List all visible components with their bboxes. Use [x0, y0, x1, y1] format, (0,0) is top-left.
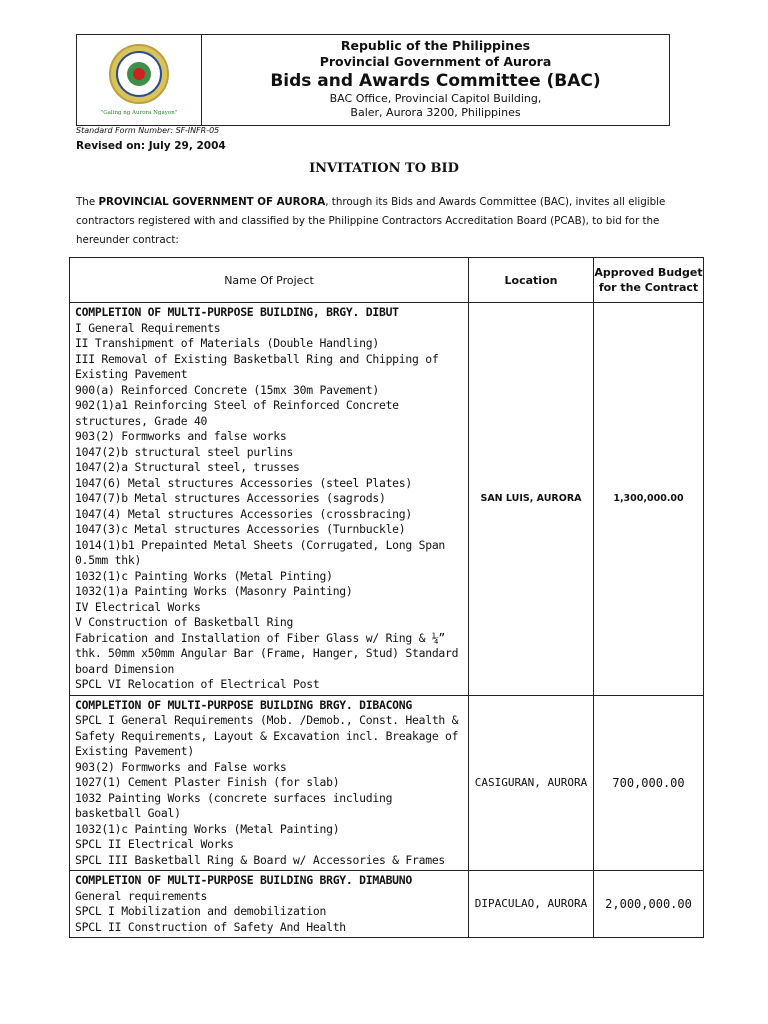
project-title: COMPLETION OF MULTI-PURPOSE BUILDING, BRGY. DIBUT: [75, 305, 399, 319]
committee-name: Bids and Awards Committee (BAC): [270, 71, 601, 91]
project-items: I General Requirements II Transhipment of Materials (Double Handling) III Removal of Existing Basketball Ring and Chipping of Existing Pavement 900(a) Reinforced Concrete (15mx 30m Pavement) 902(1)a1 Reinforcing Steel of Reinforced Concrete structures, Grade 40 903(2) Formworks and false works 1047(2)b structural steel purlins 1047(2)a Structural steel, trusses 1047(6) Metal structures Accessories (steel Plates) 1047(7)b Metal structures Accessories (sagrods) 1047(4) Metal structures Accessories (crossbracing) 1047(3)c Metal structures Accessories (Turnbuckle) 1014(1)b1 Prepainted Metal Sheets (Corrugated, Long Span 0.5mm thk) 1032(1)c Painting Works (Metal Pinting) 1032(1)a Painting Works (Masonry Painting) IV Electrical Works V Construction of Basketball Ring Fabrication and Installation of Fiber Glass w/ Ring & ¼” thk. 50mm x50mm Angular Bar (Frame, Hanger, Stud) Standard board Dimension SPCL VI Relocation of Electrical Post: [75, 320, 459, 691]
office-address-2: Baler, Aurora 3200, Philippines: [350, 106, 521, 119]
table-row: [70, 695, 704, 871]
letterhead: [76, 34, 670, 126]
header-approved-budget: Approved Budget for the Contract: [594, 258, 704, 303]
revised-date: Revised on: July 29, 2004: [76, 140, 226, 152]
province-line: Provincial Government of Aurora: [319, 54, 552, 69]
header-location: Location: [469, 258, 594, 303]
seal-cell: [77, 35, 202, 125]
project-title: COMPLETION OF MULTI-PURPOSE BUILDING BRGY. DIMABUNO: [75, 873, 412, 887]
project-budget: 2,000,000.00: [594, 871, 704, 938]
table-header-row: [70, 258, 704, 303]
project-budget: 1,300,000.00: [594, 303, 704, 696]
project-items: SPCL I General Requirements (Mob. /Demob., Const. Health & Safety Requirements, Layout & Excavation incl. Breakage of Existing Pavement) 903(2) Formworks and False works 1027(1) Cement Plaster Finish (for slab) 1032 Painting Works (concrete surfaces including basketball Goal) 1032(1)c Painting Works (Metal Painting) SPCL II Electrical Works SPCL III Basketball Ring & Board w/ Accessories & Frames: [75, 713, 459, 867]
projects-table: [69, 257, 704, 938]
document-title: INVITATION TO BID: [309, 161, 459, 176]
project-items: General requirements SPCL I Mobilization and demobilization SPCL II Construction of Safety And Health: [75, 888, 346, 934]
table-row: [70, 303, 704, 696]
project-location: SAN LUIS, AURORA: [469, 303, 594, 696]
letterhead-title: [202, 35, 669, 125]
office-address-1: BAC Office, Provincial Capitol Building,: [329, 92, 542, 105]
republic-line: Republic of the Philippines: [340, 38, 531, 53]
project-title: COMPLETION OF MULTI-PURPOSE BUILDING BRGY. DIBACONG: [75, 697, 412, 712]
project-location: DIPACULAO, AURORA: [469, 871, 594, 938]
intro-paragraph: The PROVINCIAL GOVERNMENT OF AURORA, through its Bids and Awards Committee (BAC), invites all eligible contractors registered with and classified by the Philippine Contractors Accreditation Board (PCAB), to bid for the hereunder contract:: [76, 196, 666, 246]
header-name-of-project: Name Of Project: [70, 258, 469, 303]
project-budget: 700,000.00: [594, 695, 704, 871]
project-location: CASIGURAN, AURORA: [469, 695, 594, 871]
project-cell: [70, 303, 469, 696]
project-cell: [70, 695, 469, 871]
project-cell: [70, 871, 469, 938]
provincial-seal-icon: [109, 44, 169, 104]
table-row: [70, 871, 704, 938]
seal-motto: "Galing ng Aurora Ngayon": [100, 110, 178, 116]
intro-agency: PROVINCIAL GOVERNMENT OF AURORA: [98, 196, 326, 208]
standard-form-number: Standard Form Number: SF-INFR-05: [76, 126, 220, 135]
